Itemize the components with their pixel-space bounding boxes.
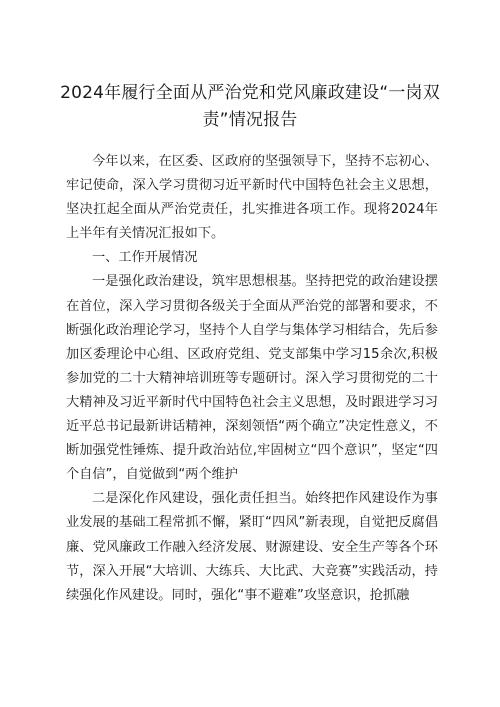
item-paragraph-1: 一是强化政治建设，筑牢思想根基。坚持把党的政治建设摆在首位，深入学习贯彻各级关于全面从严治党的部署和要求，不断强化政治理论学习，坚持个人自学与集体学习相结合，先后参加区委理论中心组、区政府党组、党支部集中学习15余次,积极参加党的二十大精神培训班等专题研讨。深入学习贯彻党的二十大精神及习近平新时代中国特色社会主义思想，及时跟进学习习近平总书记最新讲话精神，深刻领悟“两个确立”决定性意义，不断加强党性锤炼、提升政治站位,牢固树立“四个意识”，坚定“四个自信”，自觉做到“两个维护 [66, 274, 438, 483]
item-paragraph-2: 二是深化作风建设，强化责任担当。始终把作风建设作为事业发展的基础工程常抓不懈，紧盯“四风”新表现，自觉把反腐倡廉、党风廉政工作融入经济发展、财源建设、安全生产等各个环节，深入开展“大培训、大练兵、大比武、大竞赛”实践活动，持续强化作风建设。同时，强化“事不避难”攻坚意识，抢抓融 [66, 491, 438, 603]
intro-paragraph: 今年以来，在区委、区政府的坚强领导下，坚持不忘初心、牢记使命，深入学习贯彻习近平新时代中国特色社会主义思想，坚决扛起全面从严治党责任，扎实推进各项工作。现将2024年上半年有关情况汇报如下。 [66, 154, 438, 242]
document-title: 2024年履行全面从严治党和党风廉政建设“一岗双责”情况报告 [60, 83, 440, 130]
document-body [66, 150, 438, 608]
section-heading: 一、工作开展情况 [92, 250, 198, 266]
